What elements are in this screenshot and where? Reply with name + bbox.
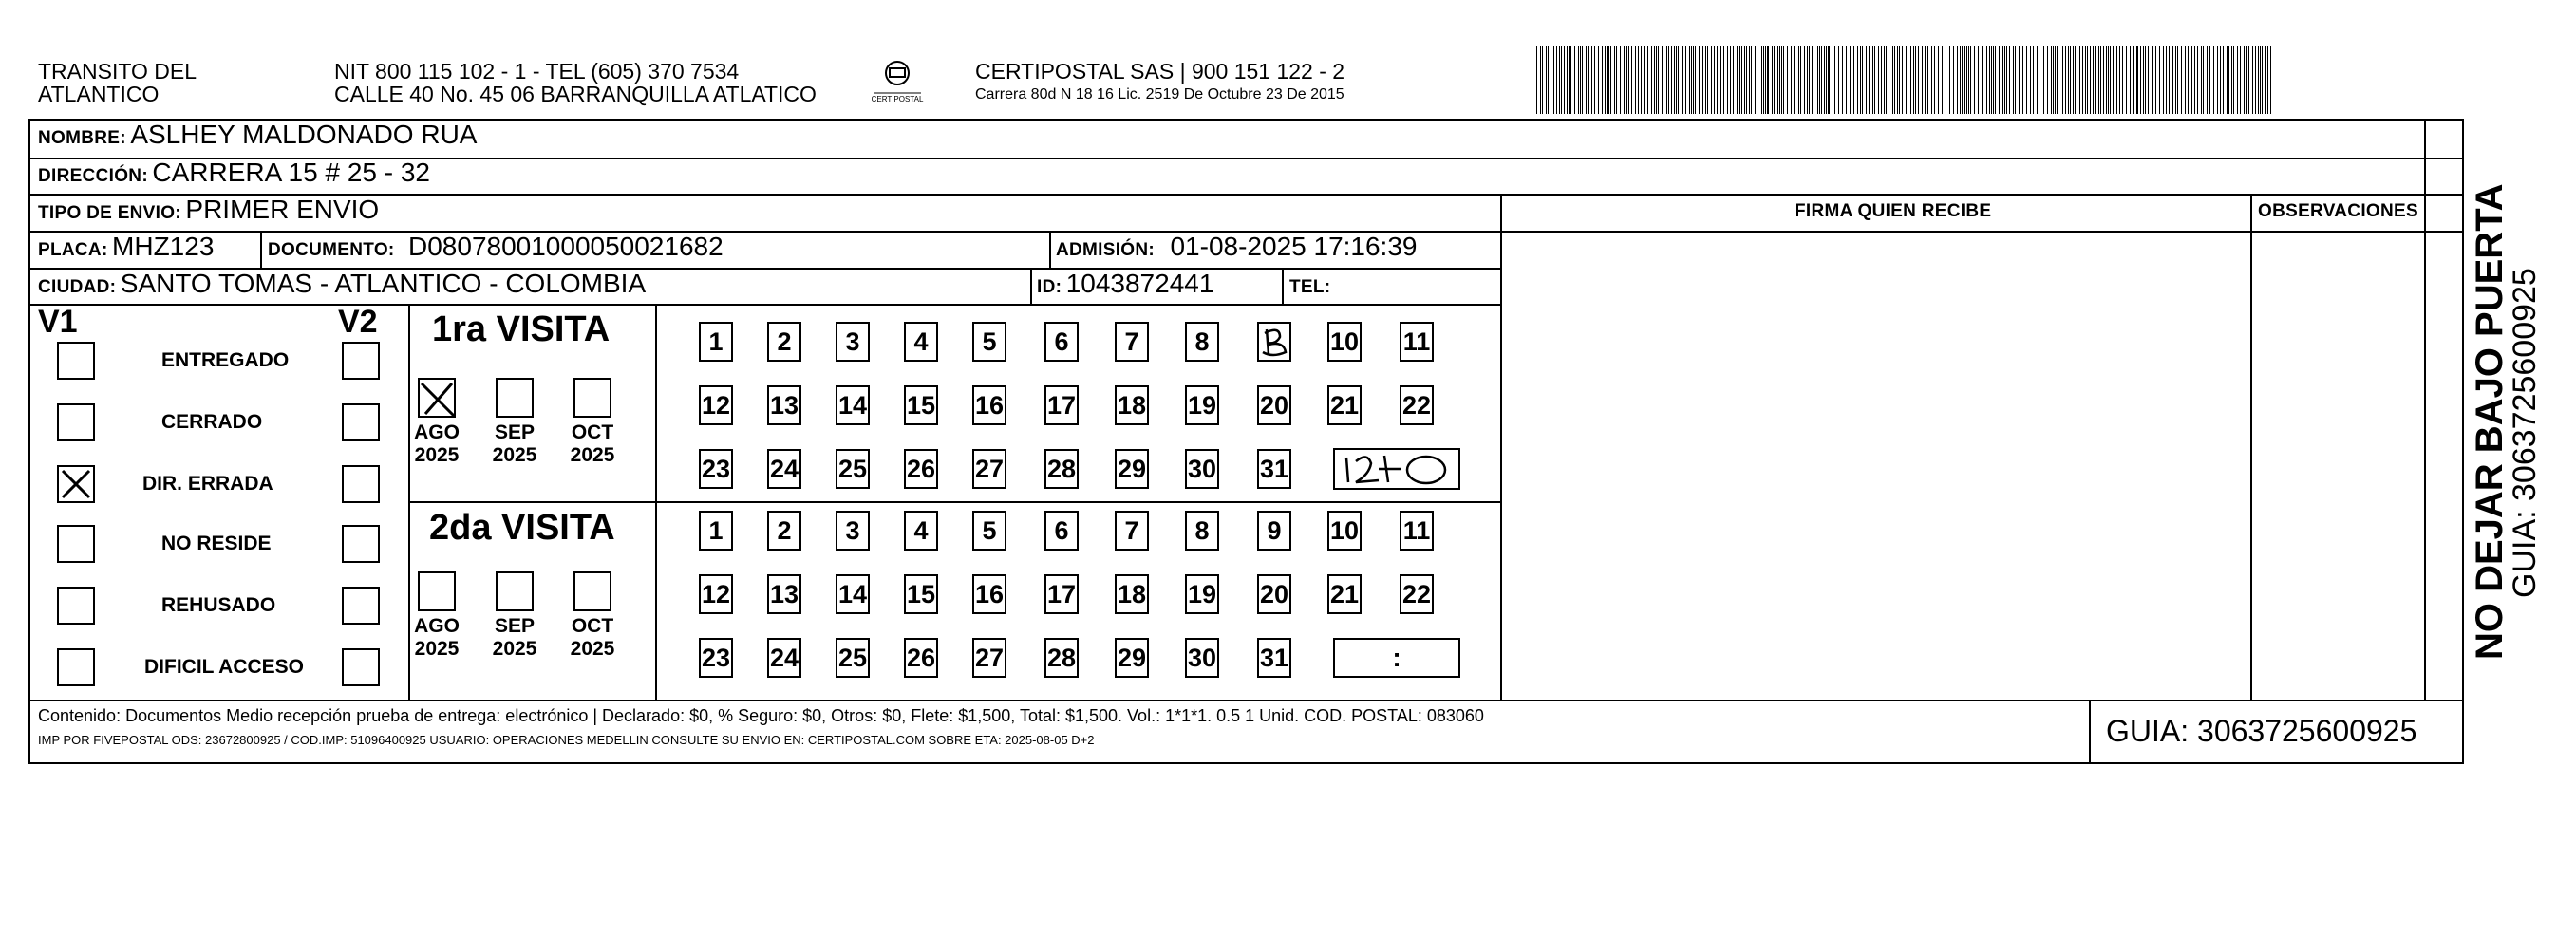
tel-cell bbox=[1289, 269, 1330, 299]
second-visit-day-box[interactable]: 3 bbox=[836, 511, 870, 551]
v1-checkbox[interactable] bbox=[57, 648, 95, 686]
second-visit-day-box[interactable]: 7 bbox=[1115, 511, 1149, 551]
ciudad-label: CIUDAD: bbox=[38, 277, 117, 297]
id-value: 1043872441 bbox=[1065, 269, 1214, 298]
status-option-label: REHUSADO bbox=[161, 594, 276, 616]
placa-value: MHZ123 bbox=[112, 232, 215, 261]
first-visit-month-box-checked[interactable] bbox=[418, 378, 456, 418]
col-divider bbox=[260, 231, 262, 268]
second-visit-day-box[interactable]: 21 bbox=[1327, 574, 1362, 614]
second-visit-day-box[interactable]: 22 bbox=[1400, 574, 1434, 614]
col-divider bbox=[1030, 268, 1032, 304]
first-visit-day-box-marked[interactable] bbox=[1257, 322, 1291, 362]
second-visit-time-box[interactable]: : bbox=[1333, 638, 1460, 678]
direccion-label: DIRECCIÓN: bbox=[38, 166, 148, 186]
second-visit-year-label: 2025 bbox=[414, 638, 460, 660]
first-visit-month-label: OCT bbox=[571, 421, 614, 443]
first-visit-day-box[interactable]: 3 bbox=[836, 322, 870, 362]
placa-label: PLACA: bbox=[38, 240, 108, 260]
first-visit-day-box[interactable]: 21 bbox=[1327, 385, 1362, 425]
v1-checkbox[interactable] bbox=[57, 587, 95, 625]
second-visit-day-box[interactable]: 5 bbox=[972, 511, 1006, 551]
firma-label: FIRMA QUIEN RECIBE bbox=[1795, 201, 1992, 221]
col-divider bbox=[1500, 194, 1502, 700]
second-visit-day-box[interactable]: 24 bbox=[767, 638, 801, 678]
visit-divider bbox=[408, 501, 1500, 503]
first-visit-title: 1ra VISITA bbox=[432, 309, 611, 349]
second-visit-day-box[interactable]: 17 bbox=[1044, 574, 1079, 614]
second-visit-month-box[interactable] bbox=[573, 571, 611, 611]
second-visit-month-box[interactable] bbox=[496, 571, 534, 611]
first-visit-month-box[interactable] bbox=[573, 378, 611, 418]
second-visit-day-box[interactable]: 28 bbox=[1044, 638, 1079, 678]
v1-checkbox[interactable] bbox=[57, 342, 95, 380]
first-visit-day-box[interactable]: 25 bbox=[836, 449, 870, 489]
first-visit-day-box[interactable]: 16 bbox=[972, 385, 1006, 425]
v2-label: V2 bbox=[338, 304, 378, 340]
v2-checkbox[interactable] bbox=[342, 342, 380, 380]
status-option-label: DIFICIL ACCESO bbox=[144, 656, 305, 678]
second-visit-day-box[interactable]: 25 bbox=[836, 638, 870, 678]
status-option-label: NO RESIDE bbox=[161, 533, 272, 554]
first-visit-month-label: SEP bbox=[494, 421, 536, 443]
svg-text:CERTIPOSTAL: CERTIPOSTAL bbox=[871, 95, 924, 103]
first-visit-day-box[interactable]: 17 bbox=[1044, 385, 1079, 425]
no-dejar-bajo-puerta: NO DEJAR BAJO PUERTA bbox=[2469, 183, 2510, 660]
second-visit-day-box[interactable]: 12 bbox=[699, 574, 733, 614]
form-frame bbox=[28, 119, 2464, 764]
issuer-nit: NIT 800 115 102 - 1 - TEL (605) 370 7534 bbox=[334, 59, 740, 84]
first-visit-day-box[interactable]: 6 bbox=[1044, 322, 1079, 362]
first-visit-day-box[interactable]: 15 bbox=[904, 385, 938, 425]
first-visit-day-box[interactable]: 24 bbox=[767, 449, 801, 489]
first-visit-day-box[interactable]: 29 bbox=[1115, 449, 1149, 489]
first-visit-day-box[interactable]: 20 bbox=[1257, 385, 1291, 425]
ciudad-value: SANTO TOMAS - ATLANTICO - COLOMBIA bbox=[120, 269, 647, 298]
side-guia: GUIA: 3063725600925 bbox=[2507, 268, 2543, 598]
placa-cell bbox=[38, 232, 214, 262]
first-visit-year-label: 2025 bbox=[492, 444, 537, 466]
issuer-name-line1: TRANSITO DEL bbox=[38, 59, 197, 84]
second-visit-day-box[interactable]: 18 bbox=[1115, 574, 1149, 614]
first-visit-day-box[interactable]: 8 bbox=[1185, 322, 1219, 362]
handwritten-time-icon bbox=[1335, 450, 1458, 488]
observaciones-label: OBSERVACIONES bbox=[2258, 201, 2418, 221]
status-option-label: DIR. ERRADA bbox=[142, 473, 273, 495]
admision-cell bbox=[1056, 232, 1417, 262]
documento-value: D08078001000050021682 bbox=[408, 232, 724, 261]
first-visit-day-box[interactable]: 1 bbox=[699, 322, 733, 362]
first-visit-day-box[interactable]: 23 bbox=[699, 449, 733, 489]
second-visit-day-box[interactable]: 14 bbox=[836, 574, 870, 614]
certipostal-logo bbox=[864, 57, 931, 104]
row-divider bbox=[28, 194, 2464, 196]
second-visit-day-box[interactable]: 30 bbox=[1185, 638, 1219, 678]
nombre-value: ASLHEY MALDONADO RUA bbox=[130, 120, 478, 149]
footer-print-line: IMP POR FIVEPOSTAL ODS: 23672800925 / COD.IMP: 51096400925 USUARIO: OPERACIONES MEDELLIN CONSULTE SU ENVIO EN: CERTIPOSTAL.COM SOBRE ETA: 2025-08-05 D+2 bbox=[38, 733, 1095, 747]
first-visit-month-label: AGO bbox=[414, 421, 460, 443]
barcode bbox=[1536, 46, 2277, 114]
first-visit-day-box[interactable]: 31 bbox=[1257, 449, 1291, 489]
col-divider bbox=[1049, 231, 1051, 268]
documento-cell bbox=[268, 232, 724, 262]
second-visit-day-box[interactable]: 19 bbox=[1185, 574, 1219, 614]
nombre-row bbox=[38, 120, 477, 150]
second-visit-day-box[interactable]: 29 bbox=[1115, 638, 1149, 678]
direccion-row bbox=[38, 158, 430, 188]
tel-label: TEL: bbox=[1289, 277, 1331, 297]
second-visit-day-box[interactable]: 4 bbox=[904, 511, 938, 551]
second-visit-year-label: 2025 bbox=[570, 638, 615, 660]
certipostal-logo-icon bbox=[864, 57, 931, 104]
first-visit-day-box[interactable]: 28 bbox=[1044, 449, 1079, 489]
footer-divider bbox=[28, 700, 2464, 701]
tipo-envio-row bbox=[38, 195, 379, 225]
first-visit-day-box[interactable]: 12 bbox=[699, 385, 733, 425]
first-visit-day-box[interactable]: 26 bbox=[904, 449, 938, 489]
status-option-label: CERRADO bbox=[161, 411, 263, 433]
v1-checkbox[interactable] bbox=[57, 525, 95, 563]
first-visit-day-box[interactable]: 2 bbox=[767, 322, 801, 362]
first-visit-day-box[interactable]: 14 bbox=[836, 385, 870, 425]
first-visit-year-label: 2025 bbox=[414, 444, 460, 466]
first-visit-day-box[interactable]: 30 bbox=[1185, 449, 1219, 489]
first-visit-year-label: 2025 bbox=[570, 444, 615, 466]
first-visit-day-box[interactable]: 22 bbox=[1400, 385, 1434, 425]
tipo-envio-label: TIPO DE ENVIO: bbox=[38, 203, 181, 223]
v2-checkbox[interactable] bbox=[342, 525, 380, 563]
first-visit-day-box[interactable]: 13 bbox=[767, 385, 801, 425]
second-visit-day-box[interactable]: 10 bbox=[1327, 511, 1362, 551]
nombre-label: NOMBRE: bbox=[38, 128, 126, 148]
v2-checkbox[interactable] bbox=[342, 587, 380, 625]
v1-checkbox[interactable] bbox=[57, 403, 95, 441]
col-divider bbox=[2424, 119, 2426, 700]
id-label: ID: bbox=[1037, 277, 1062, 297]
documento-label: DOCUMENTO: bbox=[268, 240, 395, 260]
issuer-address: CALLE 40 No. 45 06 BARRANQUILLA ATLATICO bbox=[334, 82, 817, 106]
tipo-envio-value: PRIMER ENVIO bbox=[185, 195, 380, 224]
guia-footer: GUIA: 3063725600925 bbox=[2106, 714, 2417, 748]
carrier-license: Carrera 80d N 18 16 Lic. 2519 De Octubre 23 De 2015 bbox=[975, 86, 1344, 103]
second-visit-month-label: OCT bbox=[571, 615, 614, 637]
v2-checkbox[interactable] bbox=[342, 648, 380, 686]
v1-label: V1 bbox=[38, 304, 78, 340]
admision-value: 01-08-2025 17:16:39 bbox=[1170, 232, 1418, 261]
second-visit-day-box[interactable]: 23 bbox=[699, 638, 733, 678]
second-visit-day-box[interactable]: 8 bbox=[1185, 511, 1219, 551]
footer-content-line: Contenido: Documentos Medio recepción prueba de entrega: electrónico | Declarado: $0, % Seguro: $0, Otros: $0, Flete: $1,500, Total: $1,500. Vol.: 1*1*1. 0.5 1 Unid. COD. POSTAL: 083060 bbox=[38, 706, 1484, 725]
status-option-label: ENTREGADO bbox=[161, 349, 290, 371]
first-visit-month-box[interactable] bbox=[496, 378, 534, 418]
v2-checkbox[interactable] bbox=[342, 403, 380, 441]
v1-checkbox-checked[interactable] bbox=[57, 465, 95, 503]
second-visit-day-box[interactable]: 9 bbox=[1257, 511, 1291, 551]
id-cell bbox=[1037, 269, 1213, 299]
second-visit-month-label: AGO bbox=[414, 615, 460, 637]
second-visit-day-box[interactable]: 31 bbox=[1257, 638, 1291, 678]
first-visit-day-box[interactable]: 18 bbox=[1115, 385, 1149, 425]
first-visit-day-box[interactable]: 11 bbox=[1400, 322, 1434, 362]
first-visit-day-box[interactable]: 4 bbox=[904, 322, 938, 362]
second-visit-title: 2da VISITA bbox=[429, 508, 615, 548]
barcode-icon bbox=[1536, 46, 2277, 114]
row-divider bbox=[1500, 231, 2424, 233]
second-visit-month-box[interactable] bbox=[418, 571, 456, 611]
second-visit-day-box[interactable]: 1 bbox=[699, 511, 733, 551]
first-visit-day-box[interactable]: 7 bbox=[1115, 322, 1149, 362]
carrier-name: CERTIPOSTAL SAS | 900 151 122 - 2 bbox=[975, 59, 1345, 84]
second-visit-day-box[interactable]: 15 bbox=[904, 574, 938, 614]
second-visit-day-box[interactable]: 26 bbox=[904, 638, 938, 678]
first-visit-day-box[interactable]: 5 bbox=[972, 322, 1006, 362]
second-visit-day-box[interactable]: 6 bbox=[1044, 511, 1079, 551]
second-visit-day-box[interactable]: 20 bbox=[1257, 574, 1291, 614]
second-visit-day-box[interactable]: 27 bbox=[972, 638, 1006, 678]
direccion-value: CARRERA 15 # 25 - 32 bbox=[152, 158, 430, 187]
second-visit-day-box[interactable]: 16 bbox=[972, 574, 1006, 614]
row-divider bbox=[28, 304, 1500, 306]
issuer-name-line2: ATLANTICO bbox=[38, 82, 160, 106]
ciudad-cell bbox=[38, 269, 646, 299]
col-divider bbox=[2089, 700, 2091, 764]
second-visit-day-box[interactable]: 2 bbox=[767, 511, 801, 551]
col-divider bbox=[1282, 268, 1284, 304]
col-divider bbox=[2250, 194, 2252, 700]
first-visit-day-box[interactable]: 27 bbox=[972, 449, 1006, 489]
second-visit-month-label: SEP bbox=[494, 615, 536, 637]
second-visit-day-box[interactable]: 11 bbox=[1400, 511, 1434, 551]
admision-label: ADMISIÓN: bbox=[1056, 240, 1156, 260]
first-visit-day-box[interactable]: 10 bbox=[1327, 322, 1362, 362]
second-visit-day-box[interactable]: 13 bbox=[767, 574, 801, 614]
v2-checkbox[interactable] bbox=[342, 465, 380, 503]
second-visit-year-label: 2025 bbox=[492, 638, 537, 660]
first-visit-day-box[interactable]: 19 bbox=[1185, 385, 1219, 425]
first-visit-time-box[interactable] bbox=[1333, 448, 1460, 490]
